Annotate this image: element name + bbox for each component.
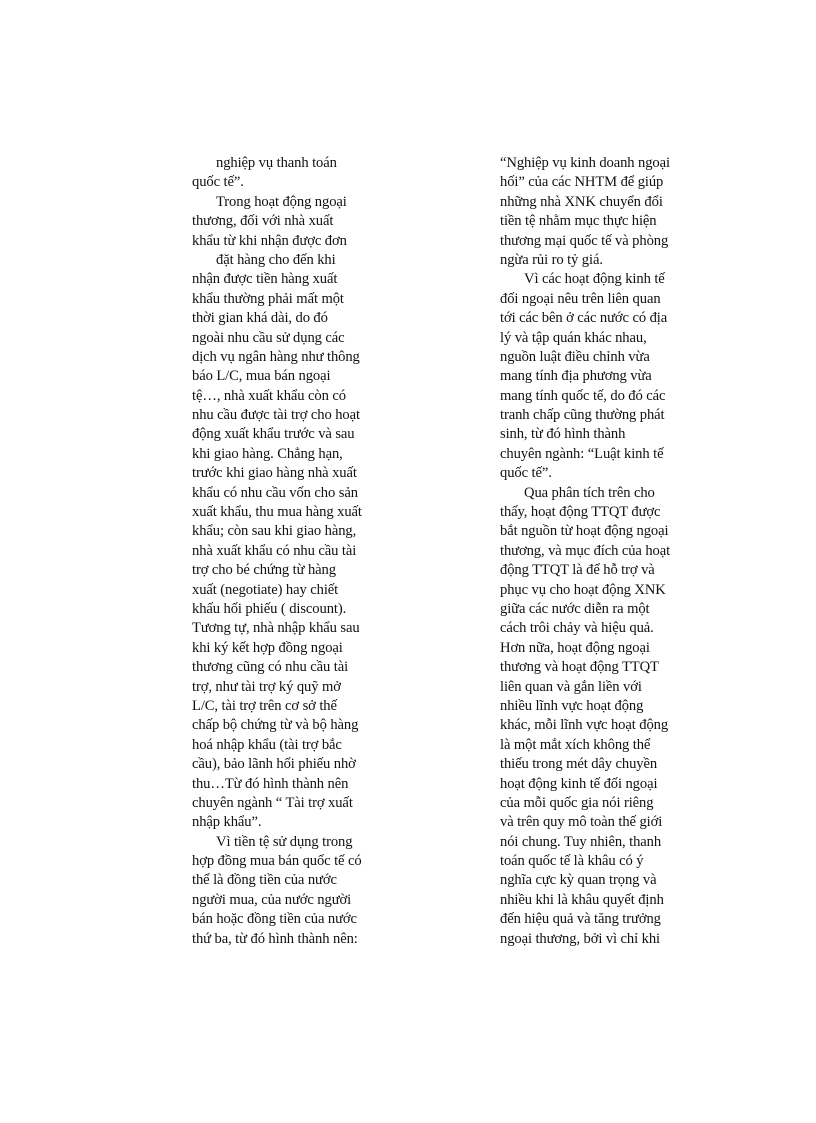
right-column-line: bắt nguồn từ hoạt động ngoại <box>500 523 669 540</box>
left-column-line: chấp bộ chứng từ và bộ hàng <box>192 717 359 734</box>
left-column-line: trước khi giao hàng nhà xuất <box>192 465 357 482</box>
right-text-column <box>500 154 700 949</box>
right-column-line: nguồn luật điều chỉnh vừa <box>500 348 650 365</box>
right-column-line: nhiều khi là khâu quyết định <box>500 891 664 908</box>
left-column-line: khi ký kết hợp đồng ngoại <box>192 639 343 656</box>
left-column-line: dịch vụ ngân hàng như thông <box>192 348 360 365</box>
left-column-line: bán hoặc đồng tiền của nước <box>192 911 357 928</box>
left-column-line: L/C, tài trợ trên cơ sở thế <box>192 697 337 714</box>
left-column-line: tệ…, nhà xuất khẩu còn có <box>192 387 346 404</box>
right-column-line: liên quan và gắn liền với <box>500 678 642 695</box>
right-column-line: toán quốc tế là khâu có ý <box>500 853 644 870</box>
left-column-line: chuyên ngành “ Tài trợ xuất <box>192 794 353 811</box>
left-column-line: hợp đồng mua bán quốc tế có <box>192 853 362 870</box>
left-column-line: nhận được tiền hàng xuất <box>192 271 338 288</box>
right-column-line: thương và hoạt động TTQT <box>500 659 659 676</box>
left-column-line: khẩu từ khi nhận được đơn <box>192 232 347 249</box>
right-column-line: tiền tệ nhằm mục thực hiện <box>500 213 657 230</box>
right-column-line: đến hiệu quả và tăng trưởng <box>500 911 661 928</box>
right-column-line: hoạt động kinh tế đối ngoại <box>500 775 658 792</box>
right-column-line: thiếu trong mét dây chuyền <box>500 756 658 773</box>
left-column-line: thể là đồng tiền của nước <box>192 872 337 889</box>
left-column-line: cầu), bảo lãnh hối phiếu nhờ <box>192 756 356 773</box>
right-column-line: thương, và mục đích của hoạt <box>500 542 671 559</box>
right-column-line: chuyên ngành: “Luật kinh tế <box>500 445 664 462</box>
left-column-line: động xuất khẩu trước và sau <box>192 426 355 443</box>
left-column-line: Vì tiền tệ sử dụng trong <box>216 833 353 850</box>
right-column-line: khác, mỗi lĩnh vực hoạt động <box>500 717 669 734</box>
right-column-line: và trên quy mô toàn thế giới <box>500 814 663 831</box>
left-column-line: khẩu; còn sau khi giao hàng, <box>192 523 357 540</box>
left-column-line: thu…Từ đó hình thành nên <box>192 775 349 792</box>
left-column-line: nhà xuất khẩu có nhu cầu tài <box>192 542 357 559</box>
left-column-line: trợ cho bé chứng từ hàng <box>192 562 336 579</box>
left-column-line: quốc tế”. <box>192 174 244 191</box>
right-column-line: sinh, từ đó hình thành <box>500 426 626 443</box>
right-column-line: tới các bên ở các nước có địa <box>500 310 668 327</box>
right-column-line: nghĩa cực kỳ quan trọng và <box>500 872 657 889</box>
right-column-line: cách trôi chảy và hiệu quả. <box>500 620 654 637</box>
left-column-line: nghiệp vụ thanh toán <box>216 155 337 171</box>
left-column-line: thương, đối với nhà xuất <box>192 213 334 230</box>
left-column-line: khẩu thường phải mất một <box>192 290 344 307</box>
left-column-line: Tương tự, nhà nhập khẩu sau <box>192 620 360 637</box>
right-column-line: “Nghiệp vụ kinh doanh ngoại <box>500 155 670 171</box>
right-column-line: động TTQT là để hỗ trợ và <box>500 562 655 579</box>
left-column-line: báo L/C, mua bán ngoại <box>192 368 331 385</box>
right-column-line: giữa các nước diễn ra một <box>500 600 650 617</box>
left-column-line: khi giao hàng. Chẳng hạn, <box>192 445 343 462</box>
right-column-line: phục vụ cho hoạt động XNK <box>500 581 666 598</box>
right-column-line: hối” của các NHTM để giúp <box>500 174 664 191</box>
right-column-line: Vì các hoạt động kinh tế <box>524 271 665 288</box>
right-column-line: thấy, hoạt động TTQT được <box>500 504 661 521</box>
right-column-line: nói chung. Tuy nhiên, thanh <box>500 833 662 850</box>
left-column-line: thương cũng có nhu cầu tài <box>192 659 349 676</box>
left-column-line: người mua, của nước người <box>192 891 352 908</box>
right-column-line: Qua phân tích trên cho <box>524 484 655 501</box>
right-column-line: Hơn nữa, hoạt động ngoại <box>500 639 650 656</box>
left-text-column <box>192 154 392 949</box>
right-column-line: tranh chấp cũng thường phát <box>500 407 665 424</box>
right-column-line: ngừa rủi ro tỷ giá. <box>500 251 603 268</box>
right-column-line: những nhà XNK chuyển đổi <box>500 193 663 210</box>
right-column-line: lý và tập quán khác nhau, <box>500 329 647 346</box>
left-column-line: thứ ba, từ đó hình thành nên: <box>192 930 358 947</box>
right-column-line: thương mại quốc tế và phòng <box>500 232 669 249</box>
left-column-line: nhập khẩu”. <box>192 814 262 831</box>
left-column-line: khẩu có nhu cầu vốn cho sản <box>192 484 358 501</box>
left-column-line: khấu hối phiếu ( discount). <box>192 600 347 617</box>
right-column-line: là một mắt xích không thể <box>500 736 651 753</box>
right-column-line: của mỗi quốc gia nói riêng <box>500 794 654 811</box>
right-column-line: mang tính địa phương vừa <box>500 368 652 385</box>
left-column-line: trợ, như tài trợ ký quỹ mở <box>192 678 341 695</box>
right-column-line: mang tính quốc tế, do đó các <box>500 387 666 404</box>
right-column-line: quốc tế”. <box>500 465 552 482</box>
right-column-line: nhiều lĩnh vực hoạt động <box>500 697 644 714</box>
left-column-line: nhu cầu được tài trợ cho hoạt <box>192 407 360 424</box>
left-column-line: ngoài nhu cầu sử dụng các <box>192 329 345 346</box>
right-column-line: ngoại thương, bởi vì chỉ khi <box>500 930 660 947</box>
left-column-line: xuất (negotiate) hay chiết <box>192 581 339 598</box>
left-column-line: hoá nhập khẩu (tài trợ bắc <box>192 736 342 753</box>
left-column-line: Trong hoạt động ngoại <box>216 193 347 210</box>
left-column-line: xuất khẩu, thu mua hàng xuất <box>192 504 362 521</box>
left-column-line: thời gian khá dài, do đó <box>192 310 328 327</box>
left-column-line: đặt hàng cho đến khi <box>216 251 336 268</box>
right-column-line: đối ngoại nêu trên liên quan <box>500 290 661 307</box>
